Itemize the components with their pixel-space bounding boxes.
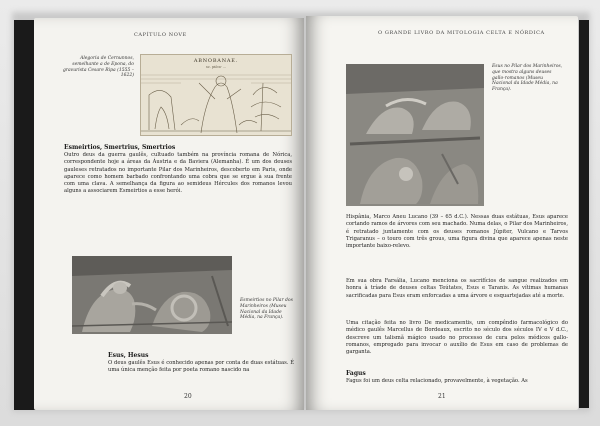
right-paragraph-4: Fagus foi um deus celta relacionado, provavelmente, à vegetação. As xyxy=(346,378,528,384)
engraving-banner: ABNOBANAE. xyxy=(193,58,239,64)
right-running-head: O GRANDE LIVRO DA MITOLOGIA CELTA E NÓRDICA xyxy=(378,30,545,36)
left-paragraph-1: Outro deus da guerra gaulês, cultuado também na província romana de Nórica, correspondente hoje a áreas da Áustria e da Baviera (Alemanha). É um dos deuses gauleses retratados no importante Pilar dos Marinheiros, descoberto em Paris, onde aparece como homem barbado confrontando uma cobra que se ergue à sua frente com uma clava. A semelhança da figura ao semideus Hércules dos romanos levou alguns a associarem Esmeirtios a esse herói. xyxy=(64,152,292,195)
relief-photo-esus xyxy=(346,64,484,206)
right-page-number: 21 xyxy=(438,393,446,400)
caption-engraving: Alegoria de Cernunnos, semelhante a de Epona, do gravurista Cesare Ripa (1555 – 1622) xyxy=(62,56,134,79)
relief-stone-image xyxy=(72,256,232,334)
left-running-head: CAPÍTULO NOVE xyxy=(134,32,187,38)
right-paragraph-2: Em sua obra Farsália, Lucano menciona os sacrifícios de sangue realizados em honra à tríade de deuses celtas Teútates, Esus e Taranis. As vítimas humanas sacrificadas para Esus eram enforcadas a uma árvore e esquartejadas até a morte. xyxy=(346,278,568,299)
section-title-fagus: Fagus xyxy=(346,370,366,377)
left-page-number: 20 xyxy=(184,393,192,400)
caption-relief-right: Esus no Pilar dos Marinheiros, que mostra alguns deuses gallo-romanos (Museu Nacional da Idade Média, na França). xyxy=(492,64,563,93)
caption-relief-left: Esmeirtios no Pilar dos Marinheiros (Museu Nacional da Idade Média, na França). xyxy=(240,298,293,321)
right-paragraph-1: Hispânia, Marco Aneu Lucano (39 – 65 d.C.). Nessas duas estátuas, Esus aparece cortando ramos de árvores com seu machado. Numa delas, o Pilar dos Marinheiros, é retratado juntamente com os deuses romanos Júpiter, Vulcano e Tarvos Trigaranus – o touro com três grous, uma figura divina que aparece apenas neste importante baixo-relevo. xyxy=(346,214,568,250)
left-paragraph-2: O deus gaulês Esus é conhecido apenas por conta de duas estátuas. É uma única menção feita por poeta romano nascido na xyxy=(108,360,294,374)
engraving-subtitle: sc. pièce ... xyxy=(206,65,226,69)
right-page xyxy=(306,16,578,410)
book-cover-right xyxy=(579,20,589,408)
section-title-esus: Esus, Hesus xyxy=(108,352,149,359)
open-book xyxy=(14,8,589,410)
relief-photo-smertrios xyxy=(72,256,232,334)
right-paragraph-3: Uma citação feita no livro De medicamentis, um compêndio farmacológico do médico gaulês Marcellus de Bordeaux, escrito no século dos séculos IV e V d.C., descreve um talismã mágico usado no processo de cura pelos médicos gallo-romanos, empregado para invocar o auxílio de Esus em caso de problemas de garganta. xyxy=(346,320,568,356)
relief-stone-image-esus xyxy=(346,64,484,206)
engraving-illustration xyxy=(140,54,292,136)
left-page xyxy=(34,18,304,410)
section-title-smertrios: Esmeirtios, Smertrius, Smertrios xyxy=(64,144,176,151)
